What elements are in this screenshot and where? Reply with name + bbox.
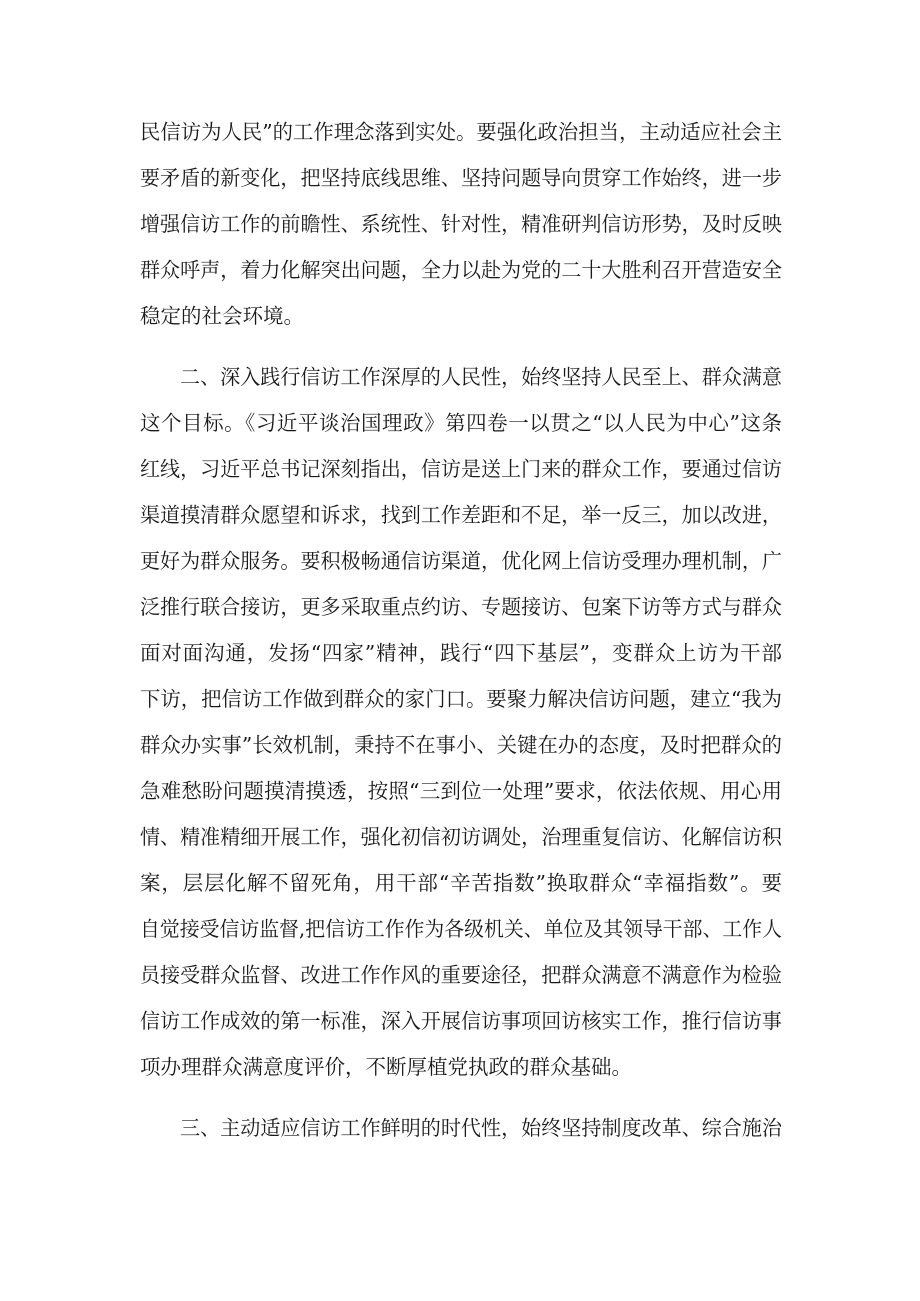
paragraph-line: 情、精准精细开展工作，强化初信初访调处，治理重复信访、化解信访积 (140, 825, 782, 849)
paragraph-line: 二、深入践行信访工作深厚的人民性，始终坚持人民至上、群众满意 (180, 365, 782, 389)
paragraph-line: 红线，习近平总书记深刻指出，信访是送上门来的群众工作，要通过信访 (140, 457, 782, 481)
paragraph-line: 自觉接受信访监督,把信访工作作为各级机关、单位及其领导干部、工作人 (140, 917, 782, 941)
paragraph-line: 面对面沟通，发扬“四家”精神，践行“四下基层”，变群众上访为干部 (140, 641, 782, 665)
paragraph-line: 项办理群众满意度评价，不断厚植党执政的群众基础。 (140, 1055, 632, 1079)
paragraph-line: 稳定的社会环境。 (140, 304, 304, 328)
paragraph-line: 这个目标。《习近平谈治国理政》第四卷一以贯之“以人民为中心”这条 (140, 411, 782, 435)
paragraph-line: 群众办实事”长效机制，秉持不在事小、关键在办的态度，及时把群众的 (140, 733, 782, 757)
paragraph-line: 要矛盾的新变化，把坚持底线思维、坚持问题导向贯穿工作始终，进一步 (140, 166, 782, 190)
paragraph-line: 增强信访工作的前瞻性、系统性、针对性，精准研判信访形势，及时反映 (140, 212, 782, 236)
paragraph-line: 三、主动适应信访工作鲜明的时代性，始终坚持制度改革、综合施治 (180, 1116, 782, 1140)
paragraph-line: 渠道摸清群众愿望和诉求，找到工作差距和不足，举一反三，加以改进， (140, 503, 782, 527)
paragraph-line: 案，层层化解不留死角，用干部“辛苦指数”换取群众“幸福指数”。要 (140, 871, 782, 895)
paragraph-line: 下访，把信访工作做到群众的家门口。要聚力解决信访问题，建立“我为 (140, 687, 782, 711)
paragraph-line: 更好为群众服务。要积极畅通信访渠道，优化网上信访受理办理机制，广 (140, 549, 782, 573)
paragraph-line: 信访工作成效的第一标准，深入开展信访事项回访核实工作，推行信访事 (140, 1009, 782, 1033)
paragraph-line: 急难愁盼问题摸清摸透，按照“三到位一处理”要求，依法依规、用心用 (140, 779, 782, 803)
paragraph-line: 员接受群众监督、改进工作作风的重要途径，把群众满意不满意作为检验 (140, 963, 782, 987)
paragraph-line: 泛推行联合接访，更多采取重点约访、专题接访、包案下访等方式与群众 (140, 595, 782, 619)
paragraph-line: 群众呼声，着力化解突出问题，全力以赴为党的二十大胜利召开营造安全 (140, 258, 782, 282)
paragraph-line: 民信访为人民”的工作理念落到实处。要强化政治担当，主动适应社会主 (140, 120, 782, 144)
